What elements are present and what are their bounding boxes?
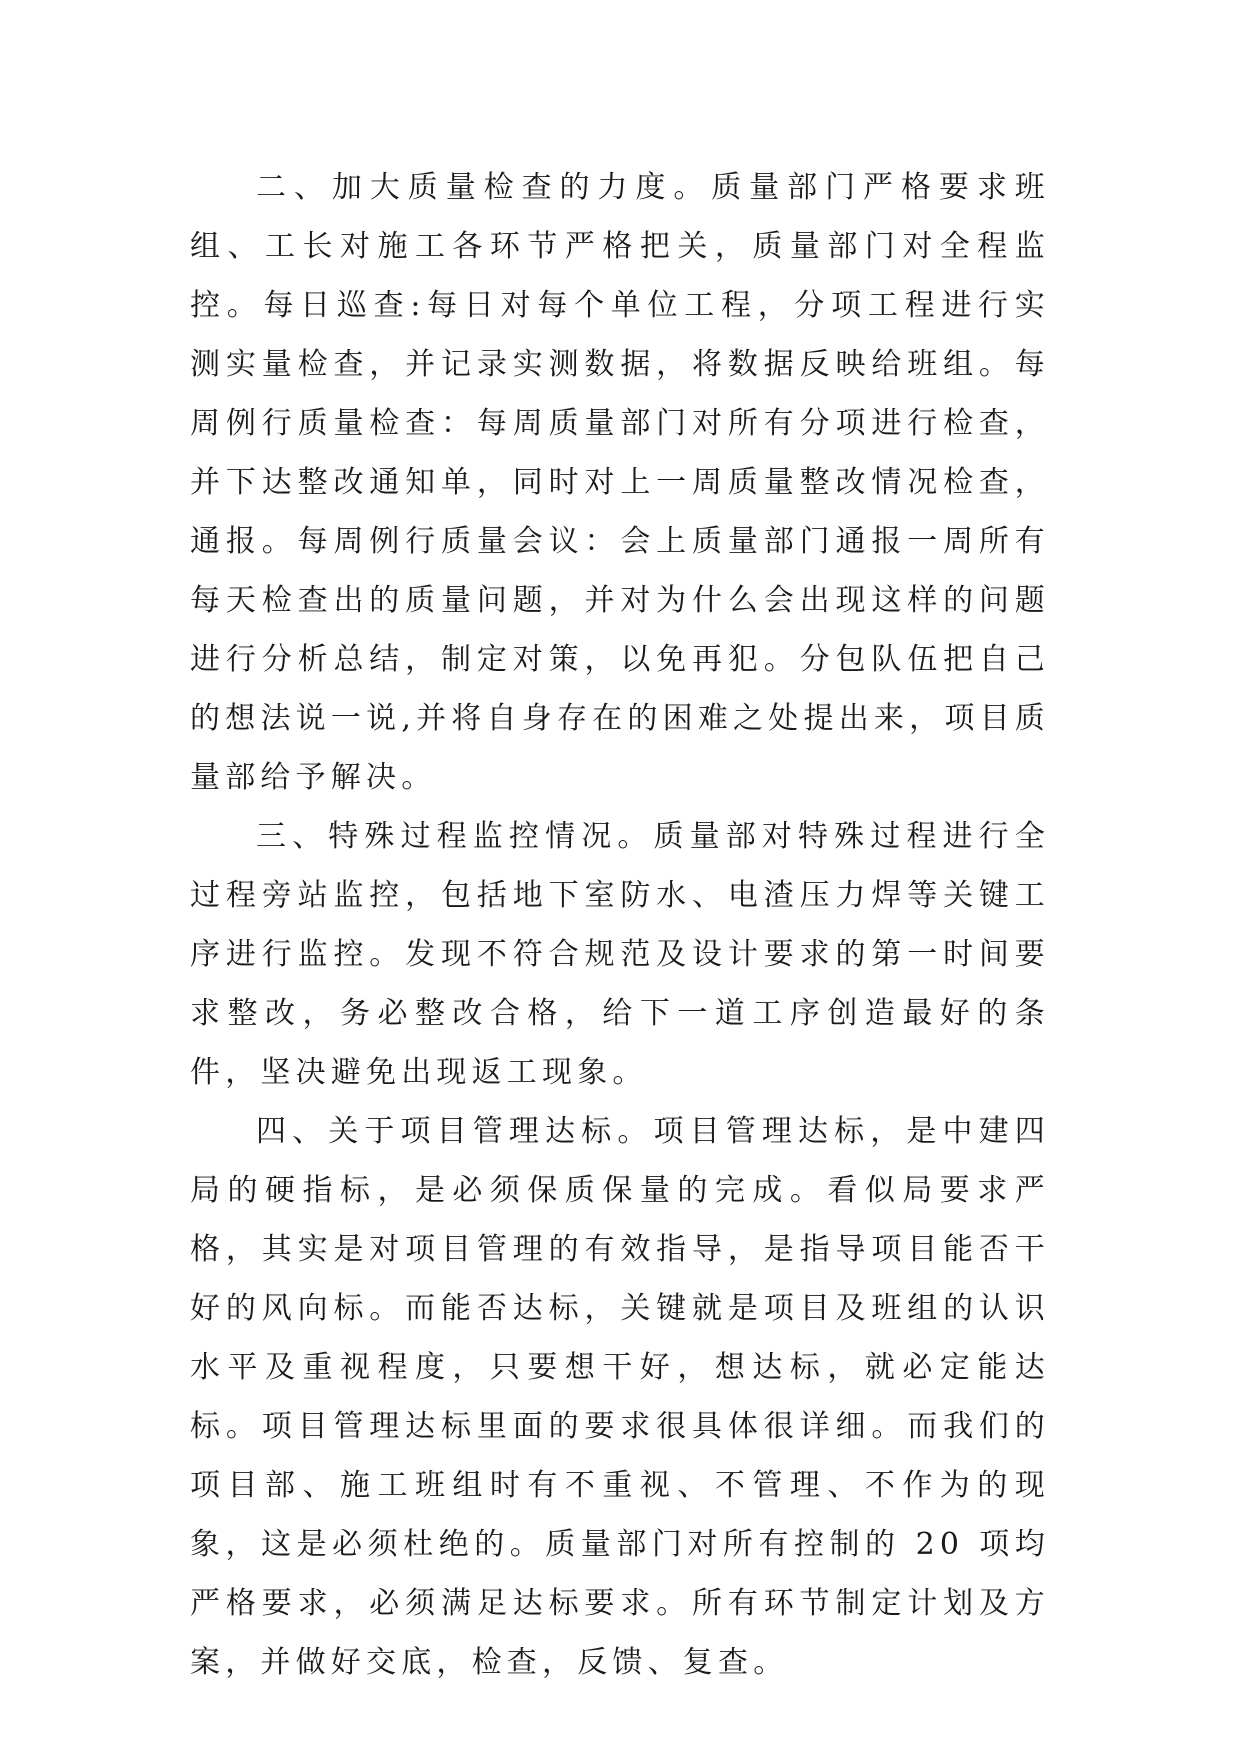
document-body [190, 158, 1050, 1692]
paragraph-quality-inspection: 二、加大质量检查的力度。质量部门严格要求班组、工长对施工各环节严格把关，质量部门对全程监控。每日巡查:每日对每个单位工程，分项工程进行实测实量检查，并记录实测数据，将数据反映给班组。每周例行质量检查：每周质量部门对所有分项进行检查，并下达整改通知单，同时对上一周质量整改情况检查，通报。每周例行质量会议：会上质量部门通报一周所有每天检查出的质量问题，并对为什么会出现这样的问题进行分析总结，制定对策，以免再犯。分包队伍把自己的想法说一说,并将自身存在的困难之处提出来，项目质量部给予解决。 [190, 170, 1050, 795]
paragraph-special-process-monitoring: 三、特殊过程监控情况。质量部对特殊过程进行全过程旁站监控，包括地下室防水、电渣压力焊等关键工序进行监控。发现不符合规范及设计要求的第一时间要求整改，务必整改合格，给下一道工序创造最好的条件，坚决避免出现返工现象。 [190, 819, 1050, 1090]
paragraph-project-management-standards: 四、关于项目管理达标。项目管理达标，是中建四局的硬指标，是必须保质保量的完成。看似局要求严格，其实是对项目管理的有效指导，是指导项目能否干好的风向标。而能否达标，关键就是项目及班组的认识水平及重视程度，只要想干好，想达标，就必定能达标。项目管理达标里面的要求很具体很详细。而我们的项目部、施工班组时有不重视、不管理、不作为的现象，这是必须杜绝的。质量部门对所有控制的 20 项均严格要求，必须满足达标要求。所有环节制定计划及方案，并做好交底，检查，反馈、复查。 [190, 1114, 1050, 1680]
